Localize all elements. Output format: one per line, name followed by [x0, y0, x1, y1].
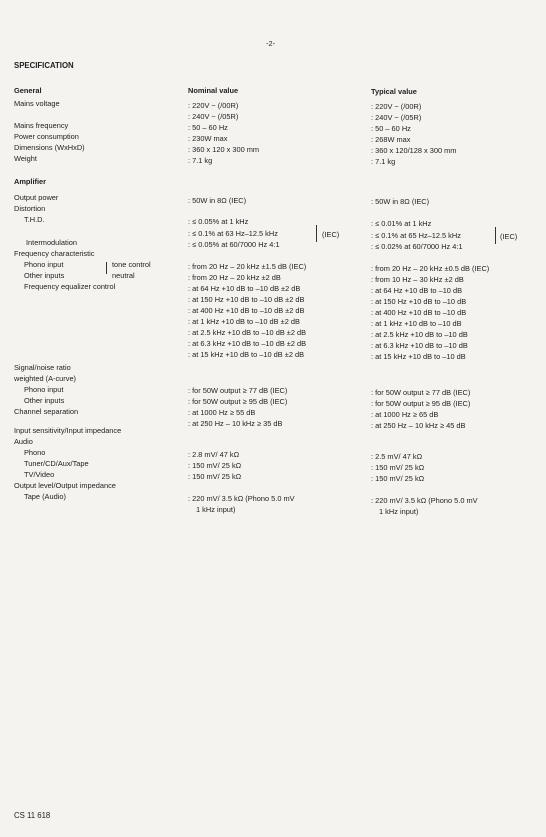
out-nominal-1: : 220 mV/ 3.5 kΩ (Phono 5.0 mV	[188, 494, 295, 503]
freq-nominal-5: : at 1 kHz +10 dB to –10 dB ±2 dB	[188, 317, 300, 326]
thd-typical-iec: (IEC)	[500, 232, 518, 241]
spec-heading: SPECIFICATION	[14, 61, 74, 70]
snr-typical-3: : at 250 Hz – 10 kHz ≥ 45 dB	[371, 421, 466, 430]
general-typical-0: : 220V ~ (/00R)	[371, 102, 422, 111]
out-nominal-2: 1 kHz input)	[196, 505, 236, 514]
snr-label-2: weighted (A-curve)	[14, 374, 77, 383]
snr-label-1: Signal/noise ratio	[14, 363, 71, 372]
sens-nominal-2: : 150 mV/ 25 kΩ	[188, 472, 242, 481]
out-typical-2: 1 kHz input)	[379, 507, 419, 516]
freq-typical-2: : at 64 Hz +10 dB to –10 dB	[371, 286, 463, 295]
general-nominal-3: : 230W max	[188, 134, 228, 143]
out-typical-1: : 220 mV/ 3.5 kΩ (Phono 5.0 mV	[371, 496, 478, 505]
general-nominal-5: : 7.1 kg	[188, 156, 213, 165]
neutral-label: neutral	[112, 271, 135, 280]
freq-nominal-4: : at 400 Hz +10 dB to –10 dB ±2 dB	[188, 306, 305, 315]
general-nominal-2: : 50 – 60 Hz	[188, 123, 228, 132]
general-typical-4: : 360 x 120/128 x 300 mm	[371, 146, 457, 155]
general-typical-1: : 240V ~ (/05R)	[371, 113, 422, 122]
general-label-3: Power consumption	[14, 132, 79, 141]
freq-nominal-0: : from 20 Hz – 20 kHz ±1.5 dB (IEC)	[188, 262, 307, 271]
freq-nominal-7: : at 6.3 kHz +10 dB to –10 dB ±2 dB	[188, 339, 307, 348]
freq-typical-4: : at 400 Hz +10 dB to –10 dB	[371, 308, 467, 317]
out-label: Output level/Output impedance	[14, 481, 116, 490]
freq-nominal-2: : at 64 Hz +10 dB to –10 dB ±2 dB	[188, 284, 301, 293]
sens-label: Input sensitivity/Input impedance	[14, 426, 122, 435]
general-nominal-0: : 220V ~ (/00R)	[188, 101, 239, 110]
out-tape-label: Tape (Audio)	[24, 492, 66, 501]
freq-phono-label: Phono input	[24, 260, 64, 269]
output-power-nominal: : 50W in 8Ω (IEC)	[188, 196, 247, 205]
sens-typical-0: : 2.5 mV/ 47 kΩ	[371, 452, 423, 461]
snr-nominal-0: : for 50W output ≥ 77 dB (IEC)	[188, 386, 288, 395]
freq-typical-0: : from 20 Hz – 20 kHz ±0.5 dB (IEC)	[371, 264, 490, 273]
general-typical-2: : 50 – 60 Hz	[371, 124, 411, 133]
freq-nominal-3: : at 150 Hz +10 dB to –10 dB ±2 dB	[188, 295, 305, 304]
general-label-4: Dimensions (WxHxD)	[14, 143, 85, 152]
sens-nominal-0: : 2.8 mV/ 47 kΩ	[188, 450, 240, 459]
snr-typical-1: : for 50W output ≥ 95 dB (IEC)	[371, 399, 471, 408]
thd-nominal-iec: (IEC)	[322, 230, 340, 239]
thd-nominal-2: : ≤ 0.05% at 60/7000 Hz 4:1	[188, 240, 280, 249]
sens-nominal-1: : 150 mV/ 25 kΩ	[188, 461, 242, 470]
freq-typical-5: : at 1 kHz +10 dB to –10 dB	[371, 319, 462, 328]
nominal-header: Nominal value	[188, 86, 239, 95]
general-nominal-1: : 240V ~ (/05R)	[188, 112, 239, 121]
output-power-label: Output power	[14, 193, 59, 202]
distortion-label: Distortion	[14, 204, 46, 213]
freq-typical-3: : at 150 Hz +10 dB to –10 dB	[371, 297, 467, 306]
freq-typical-7: : at 6.3 kHz +10 dB to –10 dB	[371, 341, 468, 350]
snr-typical-0: : for 50W output ≥ 77 dB (IEC)	[371, 388, 471, 397]
general-title: General	[14, 86, 42, 95]
thd-typical-0: : ≤ 0.01% at 1 kHz	[371, 219, 432, 228]
freq-brace	[104, 262, 107, 274]
freq-other-label: Other inputs	[24, 271, 65, 280]
sens-audio-label: Audio	[14, 437, 33, 446]
general-typical-3: : 268W max	[371, 135, 411, 144]
freq-typical-8: : at 15 kHz +10 dB to –10 dB	[371, 352, 466, 361]
channel-sep-label: Channel separation	[14, 407, 79, 416]
thd-typical-brace	[492, 227, 496, 244]
snr-other-label: Other inputs	[24, 396, 65, 405]
snr-typical-2: : at 1000 Hz ≥ 65 dB	[371, 410, 439, 419]
thd-typical-1: : ≤ 0.1% at 65 Hz–12.5 kHz	[371, 231, 461, 240]
snr-phono-label: Phono input	[24, 385, 64, 394]
freq-typical-1: : from 10 Hz – 30 kHz ±2 dB	[371, 275, 464, 284]
sens-typical-1: : 150 mV/ 25 kΩ	[371, 463, 425, 472]
freq-nominal-8: : at 15 kHz +10 dB to –10 dB ±2 dB	[188, 350, 305, 359]
page-number: -2-	[266, 39, 276, 48]
footer-code: CS 11 618	[14, 811, 51, 820]
typical-header: Typical value	[371, 87, 417, 96]
general-label-2: Mains frequency	[14, 121, 69, 130]
thd-nominal-0: : ≤ 0.05% at 1 kHz	[188, 217, 249, 226]
sens-tuner-label: Tuner/CD/Aux/Tape	[24, 459, 89, 468]
freq-label: Frequency characteristic	[14, 249, 95, 258]
freq-nominal-1: : from 20 Hz – 20 kHz ±2 dB	[188, 273, 281, 282]
general-typical-5: : 7.1 kg	[371, 157, 396, 166]
snr-nominal-1: : for 50W output ≥ 95 dB (IEC)	[188, 397, 288, 406]
intermodulation-label: Intermodulation	[26, 238, 77, 247]
thd-label: T.H.D.	[24, 215, 45, 224]
amplifier-title: Amplifier	[14, 177, 47, 186]
freq-typical-6: : at 2.5 kHz +10 dB to –10 dB	[371, 330, 468, 339]
sens-typical-2: : 150 mV/ 25 kΩ	[371, 474, 425, 483]
output-power-typical: : 50W in 8Ω (IEC)	[371, 197, 430, 206]
freq-nominal-6: : at 2.5 kHz +10 dB to –10 dB ±2 dB	[188, 328, 307, 337]
sens-phono-label: Phono	[24, 448, 46, 457]
general-nominal-4: : 360 x 120 x 300 mm	[188, 145, 260, 154]
thd-nominal-brace	[313, 225, 317, 242]
sens-tv-label: TV/Video	[24, 470, 55, 479]
general-label-5: Weight	[14, 154, 37, 163]
thd-nominal-1: : ≤ 0.1% at 63 Hz–12.5 kHz	[188, 229, 278, 238]
thd-typical-2: : ≤ 0.02% at 60/7000 Hz 4:1	[371, 242, 463, 251]
general-label-0: Mains voltage	[14, 99, 60, 108]
tone-control-label: tone control	[112, 260, 151, 269]
snr-nominal-3: : at 250 Hz – 10 kHz ≥ 35 dB	[188, 419, 283, 428]
equalizer-label: Frequency equalizer control	[24, 282, 116, 291]
snr-nominal-2: : at 1000 Hz ≥ 55 dB	[188, 408, 256, 417]
